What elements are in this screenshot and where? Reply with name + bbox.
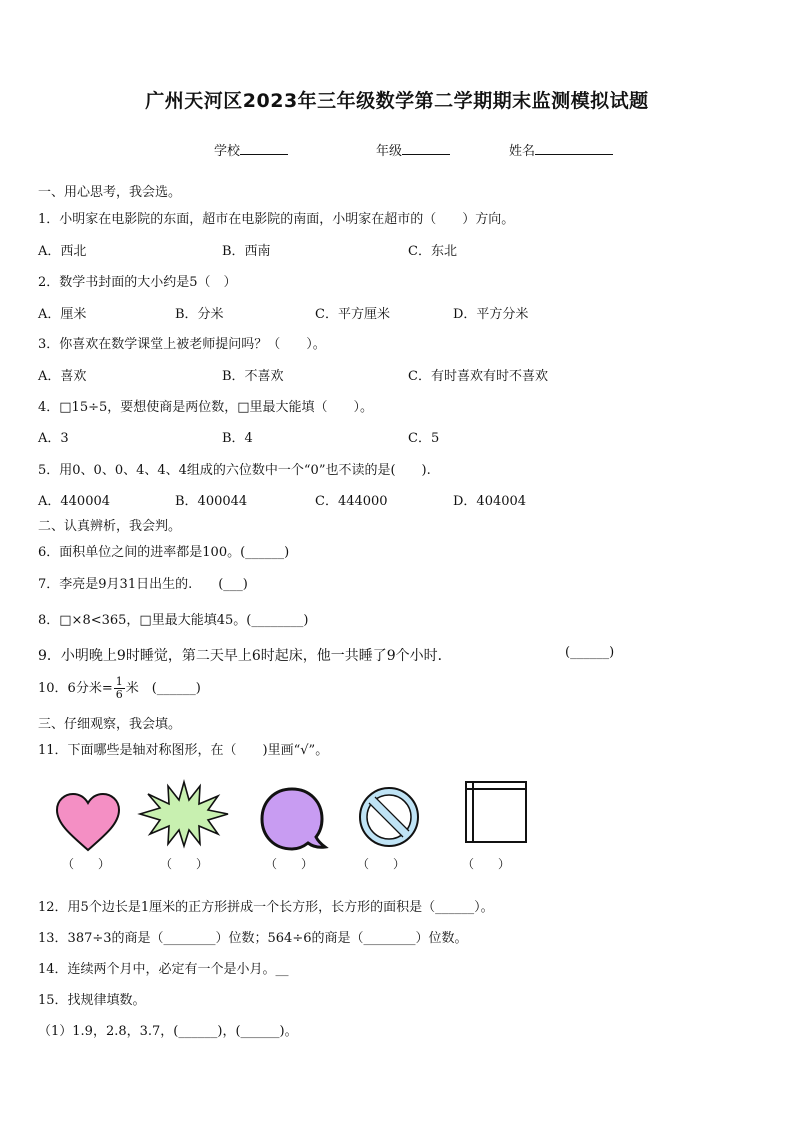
q3-option-c[interactable]: C．有时喜欢有时不喜欢 xyxy=(408,369,548,384)
q10-fraction xyxy=(114,676,125,701)
q3-option-b[interactable]: B．不喜欢 xyxy=(222,369,284,384)
q11-answer-bracket-3[interactable]: （ ） xyxy=(265,857,314,871)
q5-option-b[interactable]: B．400044 xyxy=(175,494,248,509)
question-9-blank[interactable]: (______) xyxy=(565,645,615,660)
q4-option-b[interactable]: B．4 xyxy=(222,431,253,446)
q11-answer-bracket-5[interactable]: （ ） xyxy=(462,857,511,871)
question-13[interactable]: 13．387÷3的商是（________）位数；564÷6的商是（________）位数。 xyxy=(38,931,468,946)
name-label: 姓名 xyxy=(509,144,536,159)
section-heading-1: 一、用心思考，我会选。 xyxy=(38,185,182,200)
question-12[interactable]: 12．用5个边长是1厘米的正方形拼成一个长方形，长方形的面积是（______）。 xyxy=(38,900,494,915)
school-label: 学校 xyxy=(214,144,241,159)
section-heading-3: 三、仔细观察，我会填。 xyxy=(38,717,182,732)
section-heading-2: 二、认真辨析，我会判。 xyxy=(38,519,182,534)
heart-shape xyxy=(52,790,124,854)
q11-answer-bracket-4[interactable]: （ ） xyxy=(357,857,406,871)
q5-option-a[interactable]: A．440004 xyxy=(38,494,111,509)
q10-suffix: 米 (______) xyxy=(125,681,201,696)
q4-option-c[interactable]: C．5 xyxy=(408,431,440,446)
q10-fraction-denominator: 6 xyxy=(115,688,123,701)
question-6[interactable]: 6．面积单位之间的进率都是100。(______) xyxy=(38,545,290,560)
grade-blank[interactable] xyxy=(402,142,450,155)
question-7[interactable]: 7．李亮是9月31日出生的. (___) xyxy=(38,577,248,592)
q2-option-d[interactable]: D．平方分米 xyxy=(453,307,529,322)
q10-fraction-numerator: 1 xyxy=(115,675,123,688)
q2-option-c[interactable]: C．平方厘米 xyxy=(315,307,390,322)
page-title: 广州天河区2023年三年级数学第二学期期末监测模拟试题 xyxy=(145,90,649,112)
question-15-stem: 15．找规律填数。 xyxy=(38,993,146,1008)
grade-field[interactable] xyxy=(376,140,450,159)
grade-label: 年级 xyxy=(376,144,403,159)
question-1-stem: 1．小明家在电影院的东面，超市在电影院的南面，小明家在超市的（ ）方向。 xyxy=(38,212,515,227)
name-blank[interactable] xyxy=(535,142,613,155)
question-2-stem: 2．数学书封面的大小约是5（ ） xyxy=(38,275,237,290)
q1-option-a[interactable]: A．西北 xyxy=(38,244,87,259)
q10-prefix: 10．6分米= xyxy=(38,681,113,696)
school-field[interactable] xyxy=(214,140,288,159)
question-10[interactable] xyxy=(38,676,201,710)
question-9: 9．小明晚上9时睡觉，第二天早上6时起床，他一共睡了9个小时． xyxy=(38,648,452,664)
question-8[interactable]: 8．□×8<365，□里最大能填45。(________) xyxy=(38,613,309,628)
school-blank[interactable] xyxy=(240,142,288,155)
question-5-stem: 5．用0、0、0、4、4、4组成的六位数中一个“0”也不读的是( ). xyxy=(38,463,431,478)
q5-option-d[interactable]: D．404004 xyxy=(453,494,527,509)
q11-answer-bracket-1[interactable]: （ ） xyxy=(62,857,111,871)
question-15-part-1[interactable]: （1）1.9，2.8，3.7，(______)，(______)。 xyxy=(38,1024,298,1039)
prohibition-sign-shape xyxy=(356,784,422,850)
question-4-stem: 4．□15÷5，要想使商是两位数，□里最大能填（ ）。 xyxy=(38,400,374,415)
q4-option-a[interactable]: A．3 xyxy=(38,431,69,446)
question-3-stem: 3．你喜欢在数学课堂上被老师提问吗？（ ）。 xyxy=(38,337,326,352)
q3-option-a[interactable]: A．喜欢 xyxy=(38,369,87,384)
q1-option-b[interactable]: B．西南 xyxy=(222,244,271,259)
question-11-stem: 11．下面哪些是轴对称图形，在（ )里画“√”。 xyxy=(38,743,329,758)
q2-option-a[interactable]: A．厘米 xyxy=(38,307,87,322)
name-field[interactable] xyxy=(509,140,613,159)
q1-option-c[interactable]: C．东北 xyxy=(408,244,457,259)
question-14[interactable]: 14．连续两个月中，必定有一个是小月。__ xyxy=(38,962,289,977)
q11-answer-bracket-2[interactable]: （ ） xyxy=(160,857,209,871)
starburst-shape xyxy=(138,780,230,848)
square-frame-shape xyxy=(465,781,529,845)
q5-option-c[interactable]: C．444000 xyxy=(315,494,388,509)
speech-bubble-shape xyxy=(258,786,330,854)
q2-option-b[interactable]: B．分米 xyxy=(175,307,224,322)
